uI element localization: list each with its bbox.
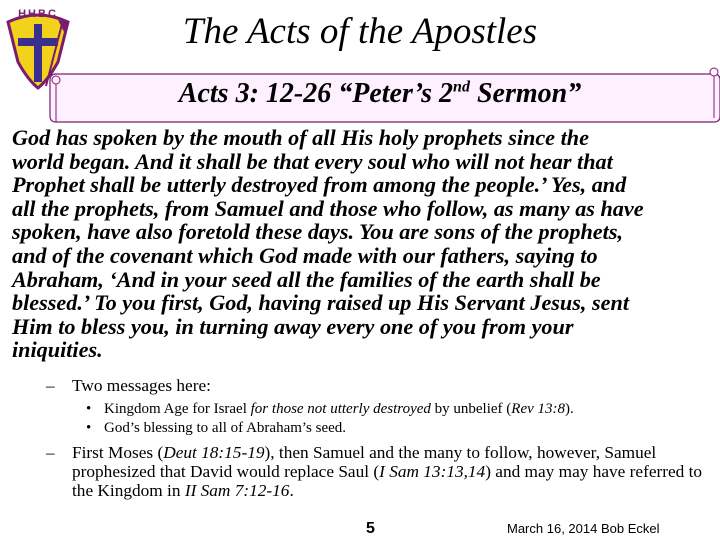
dash-marker: – <box>46 376 55 395</box>
bullet-marker: • <box>86 420 92 436</box>
footer-date-author: March 16, 2014 Bob Eckel <box>507 521 660 536</box>
dash-marker: – <box>46 443 55 462</box>
point-text: Two messages here: <box>72 376 211 395</box>
passage-line: Him to bless you, in turning away every one of you from your <box>12 313 574 339</box>
logo-letters: HHBC <box>18 8 58 20</box>
passage-line: iniquities. <box>12 337 103 363</box>
passage-line: Abraham, ‘And in your seed all the families of the earth shall be <box>12 266 601 292</box>
passage-line: spoken, have also foretold these days. You are sons of the prophets, <box>12 219 623 245</box>
passage-line: Prophet shall be utterly destroyed from among the people.’ Yes, and <box>12 172 627 198</box>
passage-line: blessed.’ To you first, God, having raised up His Servant Jesus, sent <box>12 290 629 316</box>
sermon-heading: Acts 3: 12-26 “Peter’s 2nd Sermon” <box>178 78 582 109</box>
sub-point-kingdom-age: • Kingdom Age for Israel for those not utterly destroyed by unbelief (Rev 13:8). <box>86 401 574 417</box>
page-number: 5 <box>366 520 375 537</box>
page-title: The Acts of the Apostles <box>182 11 538 52</box>
outline-point-moses: – First Moses (Deut 18:15-19), then Samuel and the many to follow, however, Samuel prophesized that David would replace Saul (I Sam 13:13,14) and may may have referred to the Kingdom in II Sam 7:12-16. <box>46 443 703 500</box>
passage-line: world began. And it shall be that every soul who will not hear that <box>12 148 613 174</box>
sub-point-blessing <box>86 419 706 438</box>
sub-point-text: God’s blessing to all of Abraham’s seed. <box>104 420 347 436</box>
passage-line: all the prophets, from Samuel and those who follow, as many as have <box>12 195 644 221</box>
passage-line: and of the covenant which God made with our fathers, saying to <box>12 242 598 268</box>
outline-point-messages <box>46 376 706 395</box>
scripture-passage <box>12 126 712 362</box>
bullet-marker: • <box>86 401 92 417</box>
passage-line: God has spoken by the mouth of all His holy prophets since the <box>12 125 589 150</box>
